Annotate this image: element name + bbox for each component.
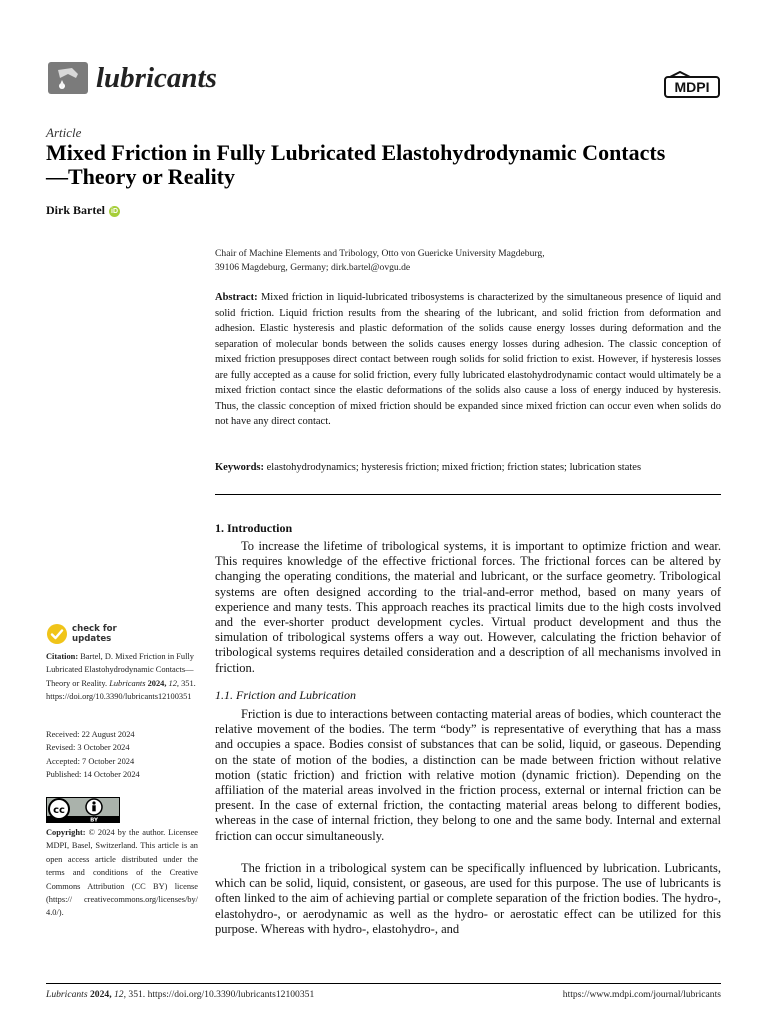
keywords <box>215 460 721 475</box>
orcid-icon[interactable]: iD <box>111 208 118 215</box>
date-revised: Revised: 3 October 2024 <box>46 743 130 753</box>
abstract-text: Mixed friction in liquid-lubricated tribosystems is characterized by the simultaneous presence of liquid and solid friction. Liquid friction results from the shearing of the lubricant, and solid friction from deformation and adhesion. Elastic hysteresis and plastic deformation of the solids cause energy losses during deformation and the separation of molecular bonds between the solids causes energy losses during adhesion. The classic conception of mixed friction presupposes direct contact between rough solids for solid friction to exist. However, if hysteresis losses are fully accepted as a cause for solid friction, every fully lubricated elastohydrodynamic contact would ultimately be a mixed friction contact since the elastic deformations of the solids also cause a loss of energy induced by hysteresis. Thus, the classic conception of mixed friction should be expanded since mixed friction can occur even when solids do not have any direct contact. <box>215 292 721 427</box>
footer-citation <box>46 989 314 1000</box>
footer-journal: Lubricants <box>46 989 88 1000</box>
keywords-label: Keywords: <box>215 462 264 473</box>
cc-by-license-icon[interactable] <box>46 797 120 823</box>
date-received: Received: 22 August 2024 <box>46 730 135 739</box>
article-title: Mixed Friction in Fully Lubricated Elastohydrodynamic Contacts—Theory or Reality <box>46 140 666 189</box>
article-type: Article <box>46 125 82 140</box>
date-published: Published: 14 October 2024 <box>46 770 140 780</box>
cc-by-label: BY <box>90 817 98 823</box>
cc-label: cc <box>53 805 65 816</box>
affiliation <box>215 247 721 275</box>
journal-logo-icon <box>46 60 90 96</box>
footer-journal-url[interactable]: https://www.mdpi.com/journal/lubricants <box>562 989 721 1000</box>
section-divider <box>215 494 721 495</box>
publisher-name: MDPI <box>674 79 710 95</box>
citation-text: Bartel, D. Mixed Friction in Fully Lubricated Elastohydrodynamic Contacts—Theory or Reality. <box>46 652 194 688</box>
body-paragraph: Friction is due to interactions between contacting material areas of bodies, which counteract the relative movement of the bodies. The term “body” is representative of everything that has a mass and occupies a space. Bodies consist of substances that can be solid, liquid, or gaseous. Depending on the state of motion of the bodies, a distinction can be made between friction without relative motion (static friction) and friction with relative motion (dynamic friction). Depending on the affiliation of the material areas involved in the friction process, external or internal friction can be present. In the case of external friction, the contacting material areas belong to different bodies, whereas in the case of internal friction, they belong to one and the same body. Internal and external friction can occur simultaneously. <box>215 707 721 843</box>
citation-volume: 12, <box>168 678 179 688</box>
check-updates-label: updates <box>72 634 112 644</box>
check-updates-icon <box>46 623 68 645</box>
affiliation-line: Chair of Machine Elements and Tribology, Otto von Guericke University Magdeburg, <box>215 248 545 259</box>
body-paragraph: To increase the lifetime of tribological systems, it is important to optimize friction and wear. This requires knowledge of the effective frictional forces. The frictional forces can be altered by changing the operating conditions, the material and lubricant, or the surface geometry. Tribological systems are often designed according to the trial-and-error method, based on many years of experience and many tests. This approach reaches its practical limits due to the high costs involved and the ever-shorter product development cycles. Virtual product development and thus the simulation of tribological systems offers a way out. However, calculating the friction behavior of tribological systems requires detailed consideration and a description of all mechanisms involved in friction. <box>215 539 721 675</box>
mdpi-logo-icon <box>664 70 720 100</box>
section-heading: 1. Introduction <box>215 521 293 535</box>
citation-journal: Lubricants <box>109 678 146 688</box>
citation-label: Citation: <box>46 652 79 661</box>
footer-volume: 12, <box>114 989 126 1000</box>
citation-block <box>46 650 198 704</box>
footer-doi-link[interactable]: 351. https://doi.org/10.3390/lubricants12100351 <box>128 989 315 1000</box>
author-name: Dirk Bartel <box>46 203 105 217</box>
keywords-text: elastohydrodynamics; hysteresis friction; mixed friction; friction states; lubrication states <box>266 462 642 473</box>
check-updates-label: check for <box>72 624 117 634</box>
check-for-updates-button[interactable] <box>46 623 166 647</box>
copyright-text: © 2024 by the author. Licensee MDPI, Basel, Switzerland. This article is an open access article distributed under the terms and conditions of the Creative Commons Attribution (CC BY) license (https:// creativecommons.org/licenses/by/ 4.0/). <box>46 828 199 918</box>
citation-year: 2024, <box>147 678 167 688</box>
date-accepted: Accepted: 7 October 2024 <box>46 756 135 766</box>
abstract-label: Abstract: <box>215 292 258 303</box>
affiliation-line: 39106 Magdeburg, Germany; dirk.bartel@ovgu.de <box>215 262 411 273</box>
publication-dates <box>46 728 198 782</box>
footer-year: 2024, <box>90 989 112 1000</box>
subsection-heading: 1.1. Friction and Lubrication <box>215 688 356 702</box>
journal-name: lubricants <box>96 62 217 94</box>
citation-doi-link[interactable]: 351. https://doi.org/10.3390/lubricants12100351 <box>46 678 196 702</box>
copyright-label: Copyright: <box>46 828 86 837</box>
copyright-block <box>46 826 198 920</box>
abstract <box>215 290 721 430</box>
footer-divider <box>46 983 721 984</box>
author-line <box>46 203 120 218</box>
body-paragraph: The friction in a tribological system can be specifically influenced by lubrication. Lubricants, which can be solid, liquid, consistent, or gaseous, are used for this purpose. The use of lubricants is often linked to the aim of achieving partial or complete separation of the friction bodies. The hydro-, elastohydro-, or aerodynamic as well as the hydro- or aerostatic effect can be utilized for this purpose. Whereas with hydro-, elastohydro-, and <box>215 861 721 936</box>
